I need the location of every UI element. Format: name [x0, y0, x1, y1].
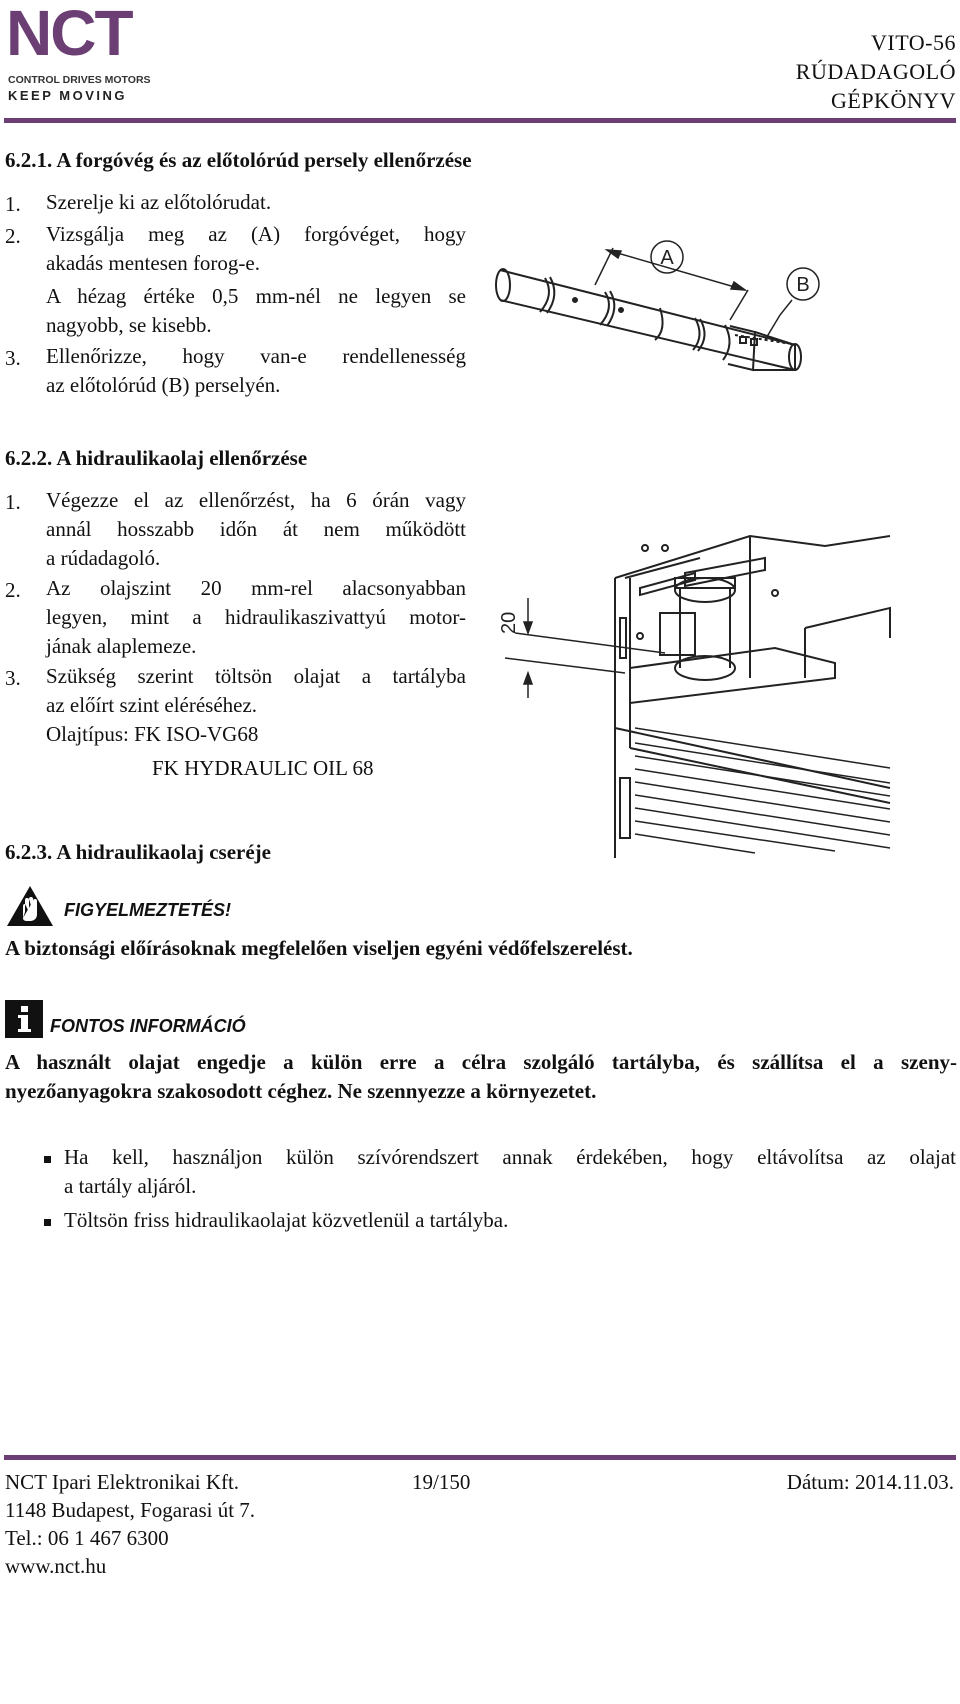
- text-line: a tartály aljáról.: [64, 1174, 197, 1198]
- footer-phone: Tel.: 06 1 467 6300: [5, 1526, 169, 1550]
- footer-address: 1148 Budapest, Fogarasi út 7.: [5, 1498, 256, 1522]
- info-icon: [5, 1000, 43, 1038]
- text-line: legyen, mint a hidraulikaszivattyú motor-: [46, 605, 466, 629]
- info-text: [5, 1048, 957, 1106]
- section-6-2-3-title: 6.2.3. A hidraulikaolaj cseréje: [5, 840, 271, 864]
- text-line: a rúdadagoló.: [46, 546, 161, 570]
- list-item-text: Szerelje ki az előtolórudat.: [46, 190, 272, 214]
- text-line: nyezőanyagokra szakosodott céghez. Ne szennyezze a környezetet.: [5, 1079, 597, 1103]
- nct-logo: [6, 0, 156, 103]
- text-line: Ha kell, használjon külön szívórendszert annak érdekében, hogy eltávolítsa az olajat: [64, 1145, 956, 1169]
- list-number: 1.: [5, 192, 21, 216]
- stop-hand-icon: [5, 884, 55, 928]
- list-number: 1.: [5, 490, 21, 514]
- text-line: az előírt szint eléréséhez.: [46, 693, 258, 717]
- list-item-text: [46, 220, 466, 340]
- label-a: A: [660, 247, 674, 269]
- text-line: Ellenőrizze, hogy van-e rendellenesség: [46, 344, 466, 368]
- bullet-item: Töltsön friss hidraulikaolajat közvetlenül a tartályba.: [64, 1208, 509, 1232]
- text-line: nagyobb, se kisebb.: [46, 313, 212, 337]
- section-6-2-2-title: 6.2.2. A hidraulikaolaj ellenőrzése: [5, 446, 308, 470]
- feed-rod-illustration: [495, 240, 875, 420]
- label-20mm: 20: [498, 611, 520, 634]
- list-number: 2.: [5, 224, 21, 248]
- logo-tagline: CONTROL DRIVES MOTORS: [8, 74, 151, 86]
- list-number: 3.: [5, 346, 21, 370]
- bullet-item: [64, 1143, 956, 1201]
- text-line: akadás mentesen forog-e.: [46, 251, 260, 275]
- text-line: Az olajszint 20 mm-rel alacsonyabban: [46, 576, 466, 600]
- document-title: [796, 28, 956, 115]
- text-line: Szükség szerint töltsön olajat a tartályba: [46, 664, 466, 688]
- footer-date: Dátum: 2014.11.03.: [786, 1470, 954, 1494]
- footer-page-number: 19/150: [412, 1470, 471, 1494]
- text-line: A hézag értéke 0,5 mm-nél ne legyen se: [46, 284, 466, 308]
- text-line: jának alaplemeze.: [46, 634, 197, 658]
- info-label: FONTOS INFORMÁCIÓ: [50, 1016, 246, 1036]
- logo-slogan: KEEP MOVING: [8, 88, 128, 103]
- warning-label: FIGYELMEZTETÉS!: [64, 900, 232, 920]
- list-item-text: [46, 342, 466, 400]
- list-number: 2.: [5, 578, 21, 602]
- oil-type-name: FK HYDRAULIC OIL 68: [152, 756, 374, 780]
- bullet-marker: [44, 1156, 51, 1163]
- footer-company: NCT Ipari Elektronikai Kft.: [5, 1470, 240, 1494]
- text-line: Vizsgálja meg az (A) forgóvéget, hogy: [46, 222, 466, 246]
- header-rule: [4, 118, 956, 123]
- hydraulic-tank-illustration: [498, 528, 895, 858]
- text-line: A használt olajat engedje a külön erre a célra szolgáló tartályba, és szállítsa el a szeny-: [5, 1050, 957, 1074]
- list-item-text: [46, 574, 466, 661]
- title-line-1: VITO-56: [871, 30, 956, 55]
- list-item-text: [46, 662, 466, 720]
- footer-rule: [4, 1455, 956, 1460]
- bullet-marker: [44, 1219, 51, 1226]
- logo-letters: NCT: [6, 0, 132, 69]
- warning-text: A biztonsági előírásoknak megfelelően viseljen egyéni védőfelszerelést.: [5, 936, 633, 960]
- title-line-3: GÉPKÖNYV: [831, 88, 956, 113]
- footer-website[interactable]: www.nct.hu: [5, 1554, 107, 1578]
- text-line: Végezze el az ellenőrzést, ha 6 órán vagy: [46, 488, 466, 512]
- text-line: az előtolórúd (B) perselyén.: [46, 373, 281, 397]
- oil-type: Olajtípus: FK ISO-VG68: [46, 722, 259, 746]
- list-item-text: [46, 486, 466, 573]
- section-6-2-1-title: 6.2.1. A forgóvég és az előtolórúd persely ellenőrzése: [5, 148, 472, 172]
- label-b: B: [796, 274, 810, 296]
- title-line-2: RÚDADAGOLÓ: [795, 59, 956, 84]
- list-number: 3.: [5, 666, 21, 690]
- text-line: annál hosszabb időn át nem működött: [46, 517, 466, 541]
